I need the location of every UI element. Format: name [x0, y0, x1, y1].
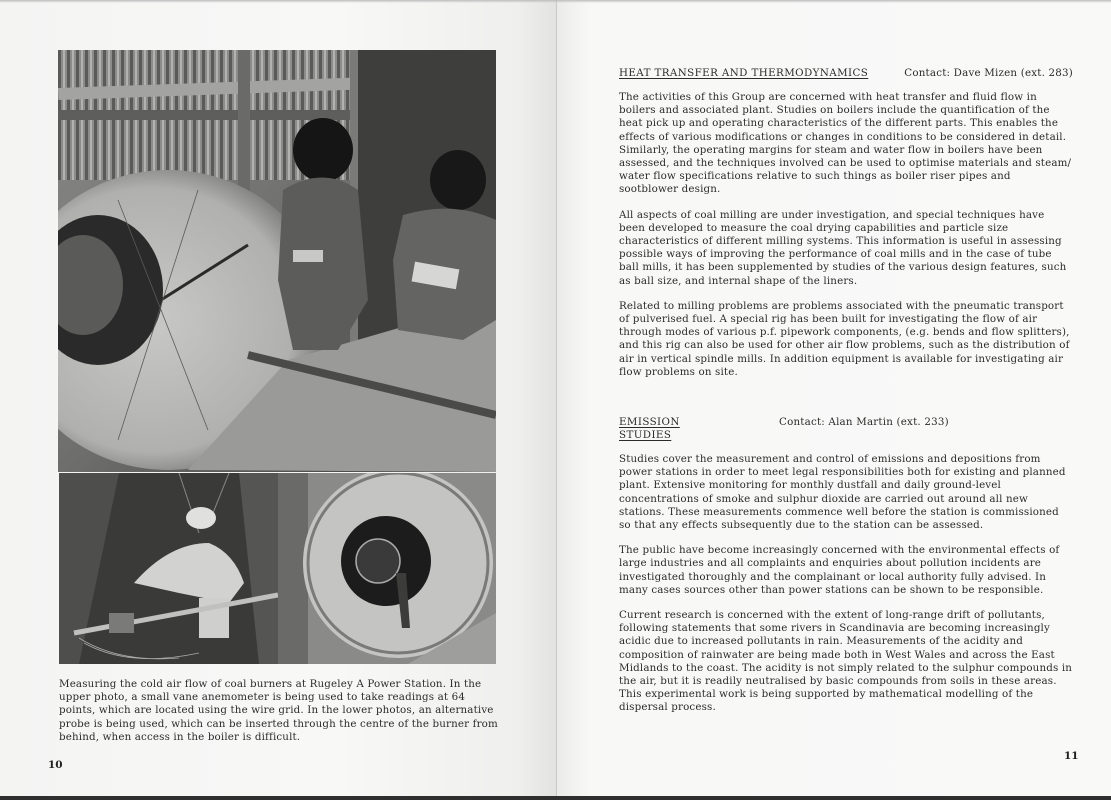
paragraph: Current research is concerned with the extent of long-range drift of pollutants, following statements that some rivers in Scandinavia are becoming increasingly acidic due to increased pollutants in rain. Measurements of the acidity and composition of rainwater are being made both in West Wales and across the East Midlands to the coast. The acidity is not simply related to the sulphur compounds in the air, but it is readily neutralised by basic compounds from soils in these areas. This experimental work is being supported by mathematical modelling of the dispersal process. — [619, 609, 1073, 714]
photo-image — [59, 473, 278, 664]
section-title: HEAT TRANSFER AND THERMODYNAMICS — [619, 67, 869, 79]
paragraph: The activities of this Group are concerned with heat transfer and fluid flow in boilers and associated plant. Studies on boilers include the quantification of the heat pick up and operating characteristics of the different parts. This enables the effects of various modifications or changes in conditions to be considered in detail. Similarly, the operating margins for steam and water flow in boilers have been assessed, and the techniques involved can be used to optimise materials and steam/ water flow specifications relative to such things as boiler riser pipes and sootblower design. — [619, 91, 1072, 196]
top-edge-shadow — [0, 0, 1111, 3]
section-contact: Contact: Alan Martin (ext. 233) — [779, 416, 949, 428]
bottom-edge — [0, 796, 1111, 800]
page-number-right: 11 — [1064, 750, 1079, 762]
section-emission-studies — [619, 416, 1073, 715]
photo-worker-probe — [59, 473, 278, 664]
gutter-fold — [556, 0, 557, 797]
photo-burner-probe — [278, 473, 496, 664]
photo-burner-anemometer — [58, 50, 496, 472]
section-contact: Contact: Dave Mizen (ext. 283) — [904, 67, 1073, 79]
section-heat-transfer — [619, 67, 1073, 379]
photo-image — [278, 473, 496, 664]
paragraph: Studies cover the measurement and control of emissions and depositions from power stations in order to meet legal responsibilities both for existing and planned plant. Extensive monitoring for monthly dustfall and daily ground-level concentrations of smoke and sulphur dioxide are carried out around all new stations. These measurements commence well before the station is commissioned so that any effects subsequently due to the station can be assessed. — [619, 453, 1066, 532]
page-number-left: 10 — [48, 759, 63, 771]
left-page — [0, 0, 557, 797]
section-header — [619, 67, 1073, 80]
photo-image — [58, 50, 496, 472]
paragraph: Related to milling problems are problems associated with the pneumatic transport of pulverised fuel. A special rig has been built for investigating the flow of air through modes of various p.f. pipework components, (e.g. bends and flow splitters), and this rig can also be used for other air flow problems, such as the distribution of air in vertical spindle mills. In addition equipment is available for investigating air flow problems on site. — [619, 299, 1070, 378]
paragraph: All aspects of coal milling are under investigation, and special techniques have been developed to measure the coal drying capabilities and particle size characteristics of different milling systems. This information is useful in assessing possible ways of improving the performance of coal mills and in the case of tube ball mills, it has been supplemented by studies of the various design features, such as ball size, and internal shape of the liners. — [619, 208, 1067, 287]
section-header — [619, 416, 1073, 442]
section-title: EMISSION STUDIES — [619, 416, 680, 441]
paragraph: The public have become increasingly concerned with the environmental effects of large industries and all complaints and enquiries about pollution incidents are investigated thoroughly and the complainant or local authority fully advised. In many cases sources other than power stations can be shown to be responsible. — [619, 544, 1060, 596]
photo-caption: Measuring the cold air flow of coal burners at Rugeley A Power Station. In the upper photo, a small vane anemometer is being used to take readings at 64 points, which are located using the wire grid. In the lower photos, an alternative probe is being used, which can be inserted through the centre of the burner from behind, when access in the boiler is difficult. — [59, 678, 498, 743]
